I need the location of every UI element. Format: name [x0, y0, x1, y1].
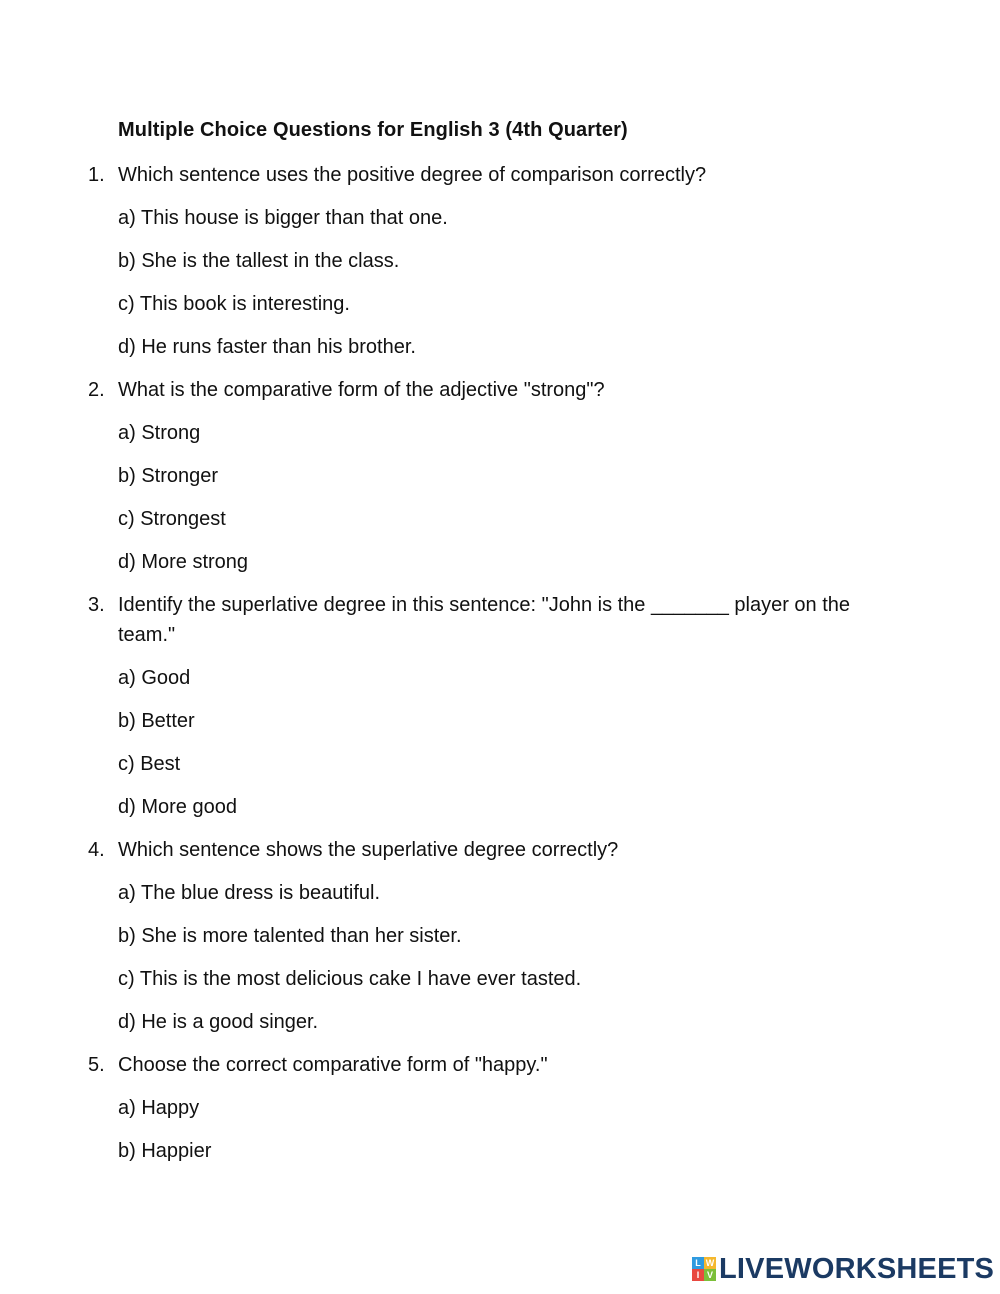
question-number: 5.: [88, 1054, 105, 1076]
logo-tile-2: W: [705, 1258, 715, 1268]
option-a[interactable]: a) Strong: [118, 422, 201, 444]
liveworksheets-logo-text: LIVEWORKSHEETS: [719, 1252, 995, 1285]
option-c[interactable]: c) This is the most delicious cake I have ever tasted.: [118, 968, 582, 990]
logo-tile-3: I: [692, 1269, 704, 1281]
option-b[interactable]: b) Happier: [118, 1140, 212, 1162]
option-d[interactable]: d) He runs faster than his brother.: [118, 336, 416, 358]
question-number: 4.: [88, 839, 105, 861]
option-d[interactable]: d) More strong: [118, 551, 249, 573]
logo-tile-1: L: [692, 1257, 704, 1269]
option-a[interactable]: a) Good: [118, 667, 191, 689]
option-c[interactable]: c) Strongest: [118, 508, 226, 530]
question-number: 2.: [88, 379, 105, 401]
question-2: [0, 375, 1000, 577]
option-a[interactable]: a) Happy: [118, 1097, 200, 1119]
question-4: [0, 835, 1000, 1037]
question-number: 3.: [88, 594, 105, 616]
question-2-stem: [0, 375, 1000, 405]
option-d[interactable]: d) More good: [118, 796, 237, 818]
option-a[interactable]: a) This house is bigger than that one.: [118, 207, 448, 229]
option-b[interactable]: b) Stronger: [118, 465, 219, 487]
question-3-stem: [0, 590, 1000, 650]
option-a[interactable]: a) The blue dress is beautiful.: [118, 882, 381, 904]
option-d[interactable]: d) He is a good singer.: [118, 1011, 319, 1033]
worksheet-title: Multiple Choice Questions for English 3 (4th Quarter): [118, 119, 628, 141]
question-5-stem: [0, 1050, 1000, 1080]
question-3: [0, 590, 1000, 822]
question-text: Which sentence uses the positive degree of comparison correctly?: [118, 164, 707, 186]
option-b[interactable]: b) She is more talented than her sister.: [118, 925, 462, 947]
question-text: Choose the correct comparative form of "happy.": [118, 1054, 548, 1076]
question-5: [0, 1050, 1000, 1166]
option-b[interactable]: b) Better: [118, 710, 195, 732]
logo-tile-4: V: [704, 1269, 716, 1281]
question-text: What is the comparative form of the adjective "strong"?: [118, 379, 605, 401]
liveworksheets-logo-icon: [692, 1257, 716, 1281]
option-c[interactable]: c) This book is interesting.: [118, 293, 350, 315]
question-text: Identify the superlative degree in this sentence: "John is the _______ player on the team.": [118, 594, 851, 646]
question-text: Which sentence shows the superlative degree correctly?: [118, 839, 619, 861]
liveworksheets-logo[interactable]: [692, 1252, 994, 1286]
question-list: [0, 160, 1000, 1179]
question-1-stem: [0, 160, 1000, 190]
question-number: 1.: [88, 164, 105, 186]
question-1: [0, 160, 1000, 362]
option-b[interactable]: b) She is the tallest in the class.: [118, 250, 400, 272]
option-c[interactable]: c) Best: [118, 753, 181, 775]
question-4-stem: [0, 835, 1000, 865]
